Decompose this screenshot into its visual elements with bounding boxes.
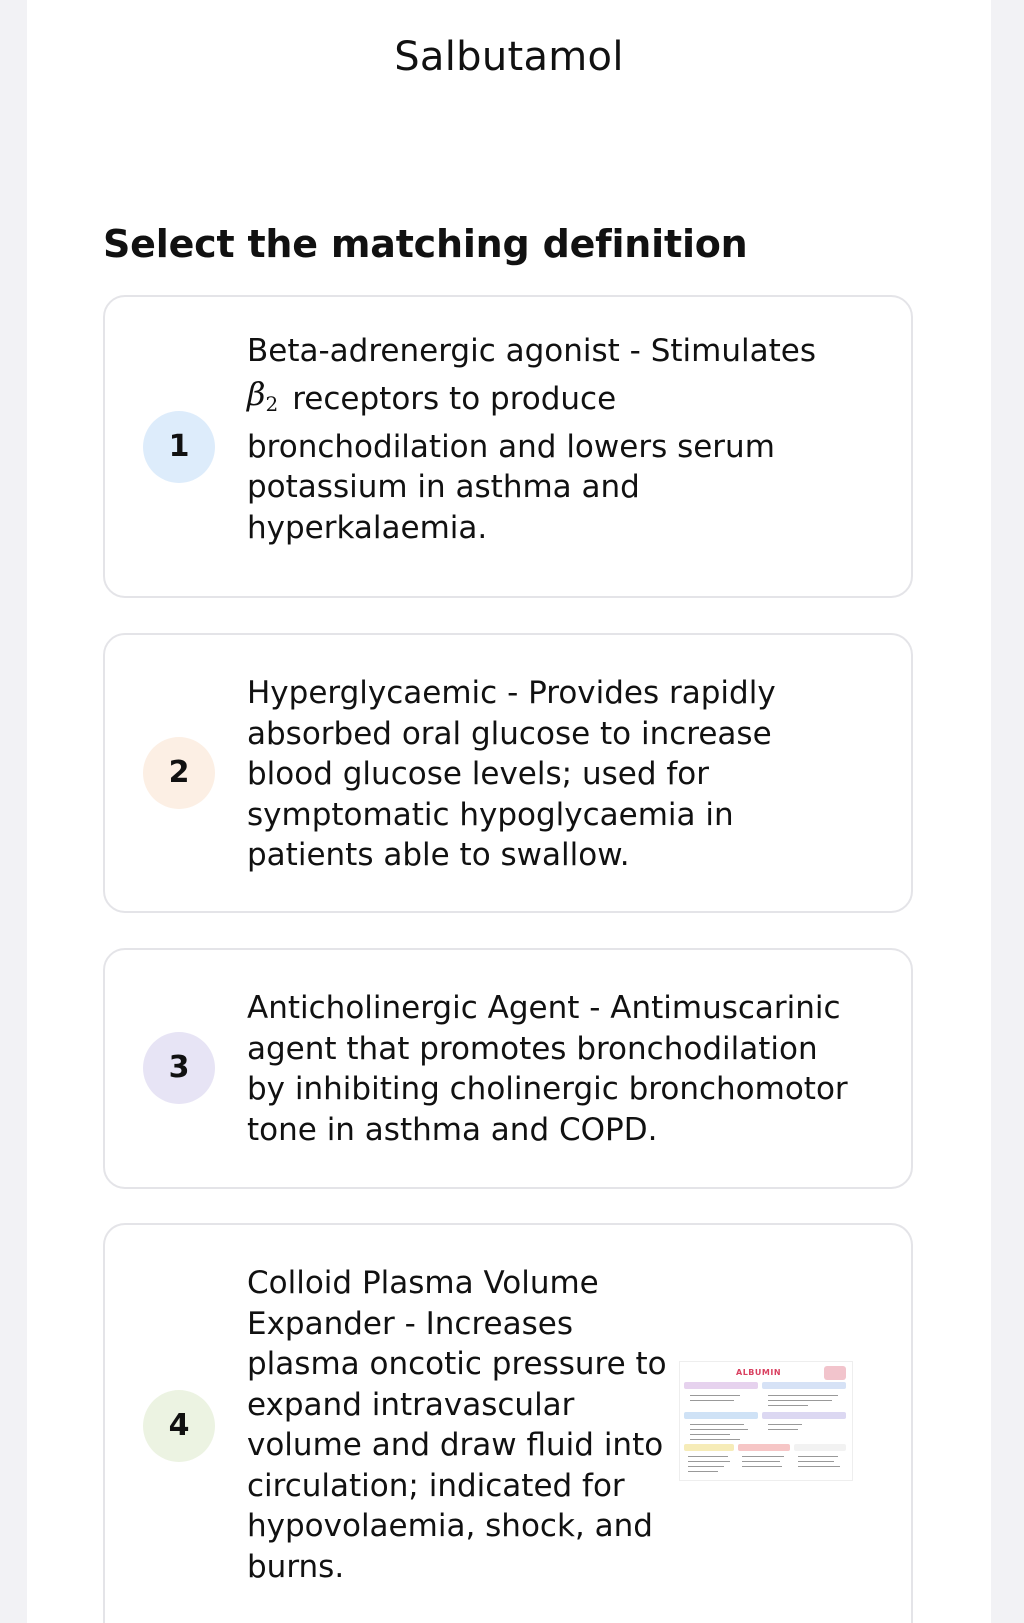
definition-line: receptors to produce [292,380,617,417]
option-definition [247,331,847,548]
albumin-summary-thumbnail [679,1361,853,1481]
option-card-3[interactable] [103,948,913,1189]
option-number-badge: 1 [143,411,215,483]
beta-receptor-line [247,372,847,427]
option-definition: Colloid Plasma Volume Expander - Increases plasma oncotic pressure to expand intravascular volume and draw fluid into circulation; indicated for hypovolaemia, shock, and burns. [247,1265,667,1585]
option-card-4[interactable] [103,1223,913,1623]
definition-line: Beta-adrenergic agonist - Stimulates [247,333,816,369]
thumbnail-logo-icon [824,1366,846,1380]
option-number-badge: 2 [143,737,215,809]
option-card-1[interactable] [103,295,913,598]
thumbnail-heading: ALBUMIN [736,1368,782,1377]
flashcard-page [27,0,991,1623]
option-definition: Anticholinergic Agent - Antimuscarinic agent that promotes bronchodilation by inhibiting cholinergic bronchomotor tone in asthma and COPD. [247,990,848,1148]
term-title: Salbutamol [394,34,624,80]
beta-symbol: $\beta_2$ [247,374,279,416]
option-number-badge: 3 [143,1032,215,1104]
option-definition: Hyperglycaemic - Provides rapidly absorbed oral glucose to increase blood glucose levels; used for symptomatic hypoglycaemia in patients able to swallow. [247,675,776,873]
option-number-badge: 4 [143,1390,215,1462]
question-prompt: Select the matching definition [103,222,748,266]
definition-line: bronchodilation and lowers serum potassium in asthma and hyperkalaemia. [247,428,775,546]
option-card-2[interactable] [103,633,913,913]
